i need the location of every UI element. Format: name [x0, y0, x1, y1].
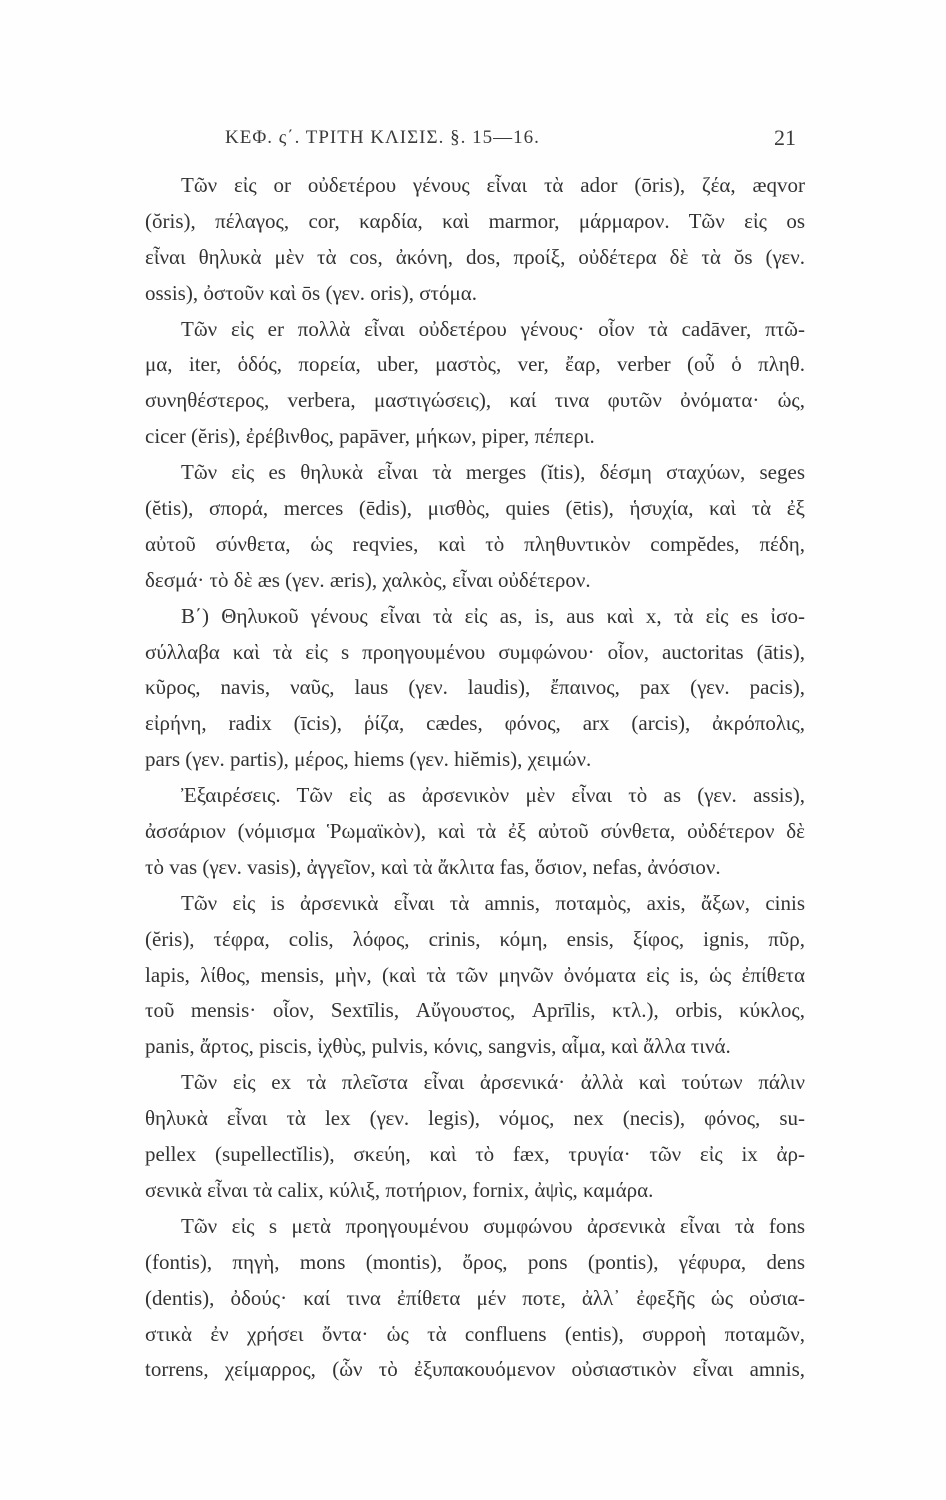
text-line: pars (γεν. partis), μέρος, hiems (γεν. hiĕmis), χειμών.	[145, 747, 592, 772]
text-line: torrens, χείμαρρος, (ὧν τὸ ἐξυπακουόμενον οὐσιαστικὸν εἶναι amnis,	[145, 1357, 805, 1382]
body-text	[145, 168, 805, 1388]
text-line: (ŏris), πέλαγος, cor, καρδία, καὶ marmor, μάρμαρον. Τῶν εἰς os	[145, 208, 805, 233]
text-line: Τῶν εἰς ex τὰ πλεῖστα εἶναι ἀρσενικά· ἀλλὰ καὶ τούτων πάλιν	[181, 1070, 805, 1095]
text-line: αὐτοῦ σύνθετα, ὡς reqvies, καὶ τὸ πληθυντικὸν compĕdes, πέδη,	[145, 531, 805, 556]
running-head: ΚΕΦ. ς΄. ΤΡΙΤΗ ΚΛΙΣΙΣ. §. 15—16.	[225, 127, 540, 148]
text-line: Τῶν εἰς is ἀρσενικὰ εἶναι τὰ amnis, ποταμὸς, axis, ἄξων, cinis	[181, 890, 805, 915]
text-line: εἶναι θηλυκὰ μὲν τὰ cos, ἀκόνη, dos, προίξ, οὐδέτερα δὲ τὰ ŏs (γεν.	[145, 244, 805, 269]
text-line: pellex (supellectĭlis), σκεύη, καὶ τὸ fæx, τρυγία· τῶν εἰς ix ἀρ-	[145, 1142, 805, 1167]
text-line: cicer (ĕris), ἐρέβινθος, papāver, μήκων, piper, πέπερι.	[145, 424, 595, 449]
text-line: μα, iter, ὁδός, πορεία, uber, μαστὸς, ver, ἔαρ, verber (οὗ ὁ πληθ.	[145, 352, 805, 377]
text-line: δεσμά· τὸ δὲ æs (γεν. æris), χαλκὸς, εἶναι οὐδέτερον.	[145, 567, 591, 592]
text-line: ossis), ὀστοῦν καὶ ōs (γεν. oris), στόμα.	[145, 280, 477, 305]
text-line: κῦρος, navis, ναῦς, laus (γεν. laudis), ἔπαινος, pax (γεν. pacis),	[145, 675, 805, 700]
text-line: τὸ vas (γεν. vasis), ἀγγεῖον, καὶ τὰ ἄκλιτα fas, ὅσιον, nefas, ἀνόσιον.	[145, 854, 721, 879]
text-line: τοῦ mensis· οἷον, Sextīlis, Αὔγουστος, Aprīlis, κτλ.), orbis, κύκλος,	[145, 998, 805, 1023]
text-line: σύλλαβα καὶ τὰ εἰς s προηγουμένου συμφώνου· οἷον, auctoritas (ātis),	[145, 639, 805, 664]
text-line: (fontis), πηγὴ, mons (montis), ὄρος, pons (pontis), γέφυρα, dens	[145, 1249, 805, 1274]
text-line: Τῶν εἰς es θηλυκὰ εἶναι τὰ merges (ĭtis), δέσμη σταχύων, seges	[181, 460, 805, 485]
text-line: ἀσσάριον (νόμισμα Ῥωμαϊκὸν), καὶ τὰ ἐξ αὐτοῦ σύνθετα, οὐδέτερον δὲ	[145, 819, 805, 844]
text-line: Τῶν εἰς er πολλὰ εἶναι οὐδετέρου γένους· οἷον τὰ cadāver, πτῶ-	[181, 316, 805, 341]
text-line: (dentis), ὀδούς· καί τινα ἐπίθετα μέν ποτε, ἀλλ᾽ ἐφεξῆς ὡς οὐσια-	[145, 1285, 805, 1310]
text-line: Β΄) Θηλυκοῦ γένους εἶναι τὰ εἰς as, is, aus καὶ x, τὰ εἰς es ἰσο-	[181, 603, 805, 628]
text-line: στικὰ ἐν χρήσει ὄντα· ὡς τὰ confluens (entis), συρροὴ ποταμῶν,	[145, 1321, 805, 1346]
text-line: panis, ἄρτος, piscis, ἰχθὺς, pulvis, κόνις, sangvis, αἷμα, καὶ ἄλλα τινά.	[145, 1034, 731, 1059]
text-line: συνηθέστερος, verbera, μαστιγώσεις), καί τινα φυτῶν ὀνόματα· ὡς,	[145, 388, 805, 413]
text-line: Τῶν εἰς s μετὰ προηγουμένου συμφώνου ἀρσενικὰ εἶναι τὰ fons	[181, 1213, 805, 1238]
text-line: Τῶν εἰς or οὐδετέρου γένους εἶναι τὰ ador (ōris), ζέα, æqvor	[181, 173, 805, 197]
text-line: εἰρήνη, radix (īcis), ῥίζα, cædes, φόνος, arx (arcis), ἀκρόπολις,	[145, 711, 805, 736]
text-line: lapis, λίθος, mensis, μὴν, (καὶ τὰ τῶν μηνῶν ὀνόματα εἰς is, ὡς ἐπίθετα	[145, 962, 805, 987]
text-line: Ἐξαιρέσεις. Τῶν εἰς as ἀρσενικὸν μὲν εἶναι τὸ as (γεν. assis),	[181, 783, 805, 808]
page-number: 21	[774, 125, 796, 150]
text-line: (ĕtis), σπορά, merces (ēdis), μισθὸς, quies (ētis), ἡσυχία, καὶ τὰ ἐξ	[145, 496, 805, 521]
text-line: (ĕris), τέφρα, colis, λόφος, crinis, κόμη, ensis, ξίφος, ignis, πῦρ,	[145, 926, 805, 951]
text-line: θηλυκὰ εἶναι τὰ lex (γεν. legis), νόμος, nex (necis), φόνος, su-	[145, 1106, 805, 1131]
text-line: σενικὰ εἶναι τὰ calix, κύλιξ, ποτήριον, fornix, ἀψὶς, καμάρα.	[145, 1177, 654, 1202]
